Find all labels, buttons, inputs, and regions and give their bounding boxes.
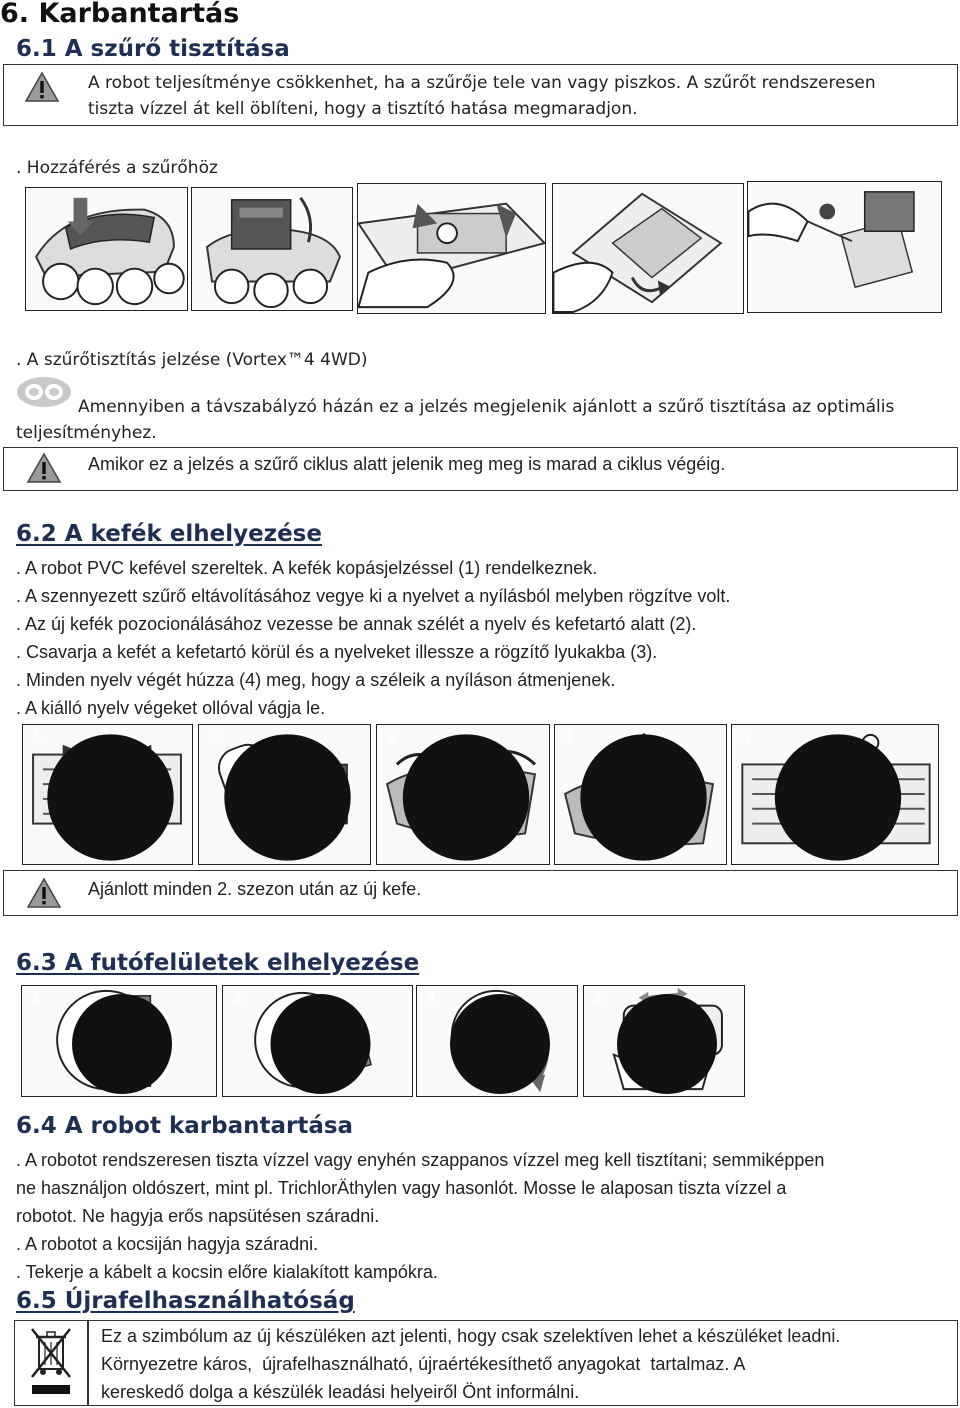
filter-access-figure-4 <box>552 183 744 314</box>
step-number: 4 <box>564 730 574 746</box>
brush-warning-box <box>3 870 958 916</box>
indicator-label: . A szűrőtisztítás jelzése (Vortex™4 4WD) <box>16 350 368 370</box>
track-figure-3 <box>416 985 578 1097</box>
filter-access-figure-3 <box>357 183 546 314</box>
brush-figure-4 <box>554 724 727 865</box>
brush-figure-3 <box>376 724 550 865</box>
step-number: 3 <box>386 730 396 746</box>
maintenance-line-3: robotot. Ne hagyja erős napsütésen száradni. <box>16 1206 380 1226</box>
recycling-box <box>14 1320 958 1406</box>
indicator-warning-text: Amikor ez a jelzés a szűrő ciklus alatt jelenik meg meg is marad a ciklus végéig. <box>88 454 726 474</box>
step-number: 1 <box>31 991 41 1007</box>
track-figure-2 <box>222 985 413 1097</box>
recycling-line-1: Ez a szimbólum az új készüléken azt jelenti, hogy csak szelektíven lehet a készüléket leadni. <box>101 1326 841 1346</box>
brush-warning-text: Ajánlott minden 2. szezon után az új kefe. <box>88 879 422 899</box>
brush-line-3: . Az új kefék pozocionálásához vezesse be annak szélét a nyelv és kefetartó alatt (2). <box>16 614 697 634</box>
section-6-4-heading: 6.4 A robot karbantartása <box>16 1113 354 1139</box>
maintenance-line-4: . A robotot a kocsiján hagyja száradni. <box>16 1234 319 1254</box>
brush-line-2: . A szennyezett szűrő eltávolításához vegye ki a nyelvet a nyílásból melyben rögzítve volt. <box>16 586 731 606</box>
section-6-2-heading: 6.2 A kefék elhelyezése <box>16 521 322 547</box>
step-badge-icon <box>26 728 193 865</box>
indicator-text-line-1: Amennyiben a távszabályzó házán ez a jelzés megjelenik ajánlott a szűrő tisztítása az optimális <box>78 397 895 417</box>
crossed-bin-icon <box>29 1327 73 1399</box>
filter-indicator-icon <box>16 376 72 408</box>
page-title: 6. Karbantartás <box>0 0 240 29</box>
brush-line-1: . A robot PVC kefével szereltek. A kefék kopásjelzéssel (1) rendelkeznek. <box>16 558 598 578</box>
brush-line-6: . A kiálló nyelv végeket ollóval vágja le. <box>16 698 326 718</box>
brush-figure-1 <box>22 724 193 865</box>
step-badge-icon <box>25 989 217 1097</box>
step-badge-icon <box>226 989 413 1097</box>
filter-access-figure-2 <box>191 187 353 311</box>
filter-access-figure-1 <box>25 187 188 311</box>
recycling-line-2: Környezetre káros, újrafelhasználható, újraértékesíthető anyagokat tartalmaz. A <box>101 1354 746 1374</box>
track-figure-4 <box>583 985 745 1097</box>
section-6-3-heading: 6.3 A futófelületek elhelyezése <box>16 950 420 976</box>
filter-warning-box <box>3 64 958 126</box>
section-6-5-heading: 6.5 Újrafelhasználhatóság <box>16 1288 355 1314</box>
step-number: 4 <box>593 991 603 1007</box>
maintenance-line-1: . A robotot rendszeresen tiszta vízzel vagy enyhén szappanos vízzel meg kell tisztítani; semmiképpen <box>16 1150 825 1170</box>
step-badge-icon <box>202 728 371 865</box>
step-number: 5 <box>741 730 751 746</box>
section-6-1-heading: 6.1 A szűrő tisztítása <box>16 36 290 62</box>
step-number: 1 <box>32 730 42 746</box>
step-number: 2 <box>232 991 242 1007</box>
brush-figure-5 <box>731 724 939 865</box>
brush-figure-2 <box>198 724 371 865</box>
warning-text-line-1: A robot teljesítménye csökkenhet, ha a szűrője tele van vagy piszkos. A szűrőt rendszeresen <box>88 73 876 93</box>
warning-triangle-icon <box>26 877 62 909</box>
step-badge-icon <box>380 728 550 865</box>
maintenance-line-5: . Tekerje a kábelt a kocsin előre kialakított kampókra. <box>16 1262 438 1282</box>
step-number: 3 <box>426 991 436 1007</box>
recycling-box-divider <box>87 1321 89 1405</box>
track-figure-1 <box>21 985 217 1097</box>
access-filter-label: . Hozzáférés a szűrőhöz <box>16 158 218 178</box>
warning-triangle-icon <box>24 71 60 103</box>
warning-text-line-2: tiszta vízzel át kell öblíteni, hogy a tisztító hatása megmaradjon. <box>88 99 638 119</box>
brush-line-4: . Csavarja a kefét a kefetartó körül és a nyelveket illessze a rögzítő lyukakba (3). <box>16 642 658 662</box>
step-badge-icon <box>420 989 578 1097</box>
recycling-line-3: kereskedő dolga a készülék leadási helyeiről Önt informálni. <box>101 1382 580 1402</box>
maintenance-line-2: ne használjon oldószert, mint pl. TrichlorÄthylen vagy hasonlót. Mosse le alaposan tiszta vízzel a <box>16 1178 787 1198</box>
indicator-text-line-2: teljesítményhez. <box>16 423 157 443</box>
step-badge-icon <box>587 989 745 1097</box>
filter-access-figure-5 <box>747 181 942 313</box>
step-badge-icon <box>735 728 939 865</box>
brush-line-5: . Minden nyelv végét húzza (4) meg, hogy a széleik a nyíláson átmenjenek. <box>16 670 616 690</box>
warning-triangle-icon <box>26 452 62 484</box>
step-badge-icon <box>558 728 727 865</box>
indicator-warning-box <box>3 447 958 491</box>
step-number: 2 <box>208 730 218 746</box>
